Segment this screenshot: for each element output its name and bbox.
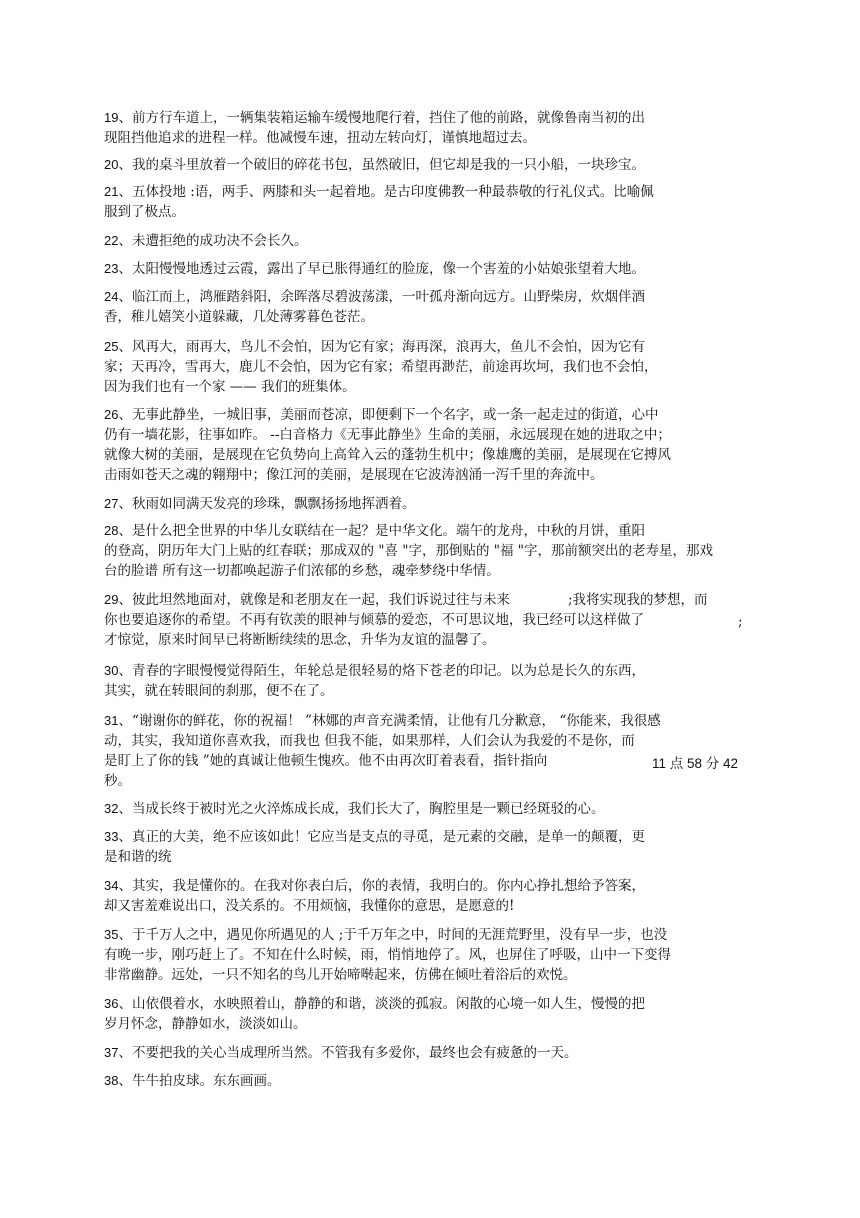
item-number: 30: [104, 663, 119, 678]
list-item-24: [104, 287, 645, 327]
item-text: 服到了极点。: [104, 204, 185, 220]
item-text: 是盯上了你的钱 ”她的真诚让他顿生愧疚。他不由再次盯着表看，指针指向: [104, 753, 548, 769]
item-number: 32: [104, 801, 119, 816]
item-text: 、真正的大美，绝不应该如此！它应当是支点的寻觅，是元素的交融，是单一的颠覆，更: [118, 829, 645, 845]
item-text: 、于千万人之中，遇见你所遇见的人 ;于千万年之中，时间的无涯荒野里，没有早一步，也没: [118, 927, 668, 943]
item-number: 34: [104, 878, 119, 893]
item-text: 、风再大，雨再大，鸟儿不会怕，因为它有家；海再深，浪再大，鱼儿不会怕，因为它有: [118, 339, 645, 355]
list-item-33: [104, 827, 645, 867]
list-item-29: [104, 590, 644, 650]
list-item-21: [104, 182, 654, 222]
item-number: 19: [104, 110, 119, 125]
list-item-37: [104, 1043, 577, 1063]
list-item-31: [104, 711, 661, 791]
item-text: 才惊觉，原来时间早已将断断续续的思念，升华为友谊的温馨了。: [104, 632, 496, 648]
item-text: 香，稚儿嬉笑小道躲藏，几处薄雾暮色苍茫。: [104, 309, 374, 325]
item-text: 却又害羞难说出口，没关系的。不用烦恼，我懂你的意思，是愿意的!: [104, 898, 515, 914]
item-number: 33: [104, 829, 119, 844]
item-text: 、无事此静坐，一城旧事，美丽而苍凉，即便剩下一个名字，或一条一起走过的街道，心中: [118, 407, 659, 423]
item-number: 26: [104, 407, 119, 422]
list-item-38: [104, 1071, 280, 1091]
item-text: 动，其实，我知道你喜欢我，而我也 但我不能，如果那样，人们会认为我爱的不是你，而: [104, 733, 635, 749]
list-item-19: [104, 108, 645, 148]
list-item-25: [104, 337, 658, 397]
item-text: 击雨如苍天之魂的翱翔中；像江河的美丽，是展现在它波涛汹涌一泻千里的奔流中。: [104, 467, 604, 483]
item-text: 你也要追逐你的希望。不再有钦羡的眼神与倾慕的爱恋，不可思议地，我已经可以这样做了: [104, 612, 644, 628]
item-text: 、其实，我是懂你的。在我对你表白后，你的表情，我明白的。你内心挣扎想给予答案，: [118, 878, 645, 894]
item-text: 、临江而上，鸿雁踏斜阳，余晖落尽碧波荡漾，一叶孤舟渐向远方。山野柴房，炊烟伴酒: [118, 289, 645, 305]
item-text: 、未遭拒绝的成功决不会长久。: [118, 233, 308, 249]
item-text: 、是什么把全世界的中华儿女联结在一起？是中华文化。端午的龙舟，中秋的月饼，重阳: [118, 523, 645, 539]
item-number: 25: [104, 339, 119, 354]
list-item-20: [104, 155, 645, 175]
item-number: 35: [104, 927, 119, 942]
item-29-tail: ;我将实现我的梦想，而: [568, 592, 708, 608]
list-item-22: [104, 231, 307, 251]
item-number: 23: [104, 261, 119, 276]
item-text: 仍有一墙花影，往事如昨。 --白音格力《无事此静坐》生命的美丽，永远展现在她的进取之中；: [104, 427, 671, 443]
item-number: 31: [104, 713, 119, 728]
list-item-36: [104, 994, 645, 1034]
item-text: 、山依偎着水，水映照着山，静静的和谐，淡淡的孤寂。闲散的心境一如人生，慢慢的把: [118, 996, 645, 1012]
item-text: 、青春的字眼慢慢觉得陌生，年轮总是很轻易的烙下苍老的印记。以为总是长久的东西，: [118, 663, 645, 679]
item-number: 24: [104, 289, 119, 304]
item-number: 29: [104, 592, 119, 607]
item-text: 、彼此坦然地面对，就像是和老朋友在一起，我们诉说过往与未来: [118, 592, 510, 608]
item-text: 、太阳慢慢地透过云霞，露出了早已胀得通红的脸庞，像一个害羞的小姑娘张望着大地。: [118, 261, 645, 277]
item-text: 、不要把我的关心当成理所当然。不管我有多爱你，最终也会有疲惫的一天。: [118, 1045, 578, 1061]
item-text: 、“谢谢你的鲜花，你的祝福！ ”林娜的声音充满柔情，让他有几分歉意， “你能来，我很感: [118, 713, 661, 729]
item-text: 、当成长终于被时光之火淬炼成长成，我们长大了，胸腔里是一颗已经斑驳的心。: [118, 801, 605, 817]
item-text: 、我的桌斗里放着一个破旧的碎花书包，虽然破旧，但它却是我的一只小船，一块珍宝。: [118, 157, 645, 173]
item-text: 因为我们也有一个家 —— 我们的班集体。: [104, 379, 356, 395]
item-number: 38: [104, 1073, 119, 1088]
list-item-27: [104, 494, 415, 514]
item-29-tail-semicolon: ;: [738, 614, 743, 630]
item-text: 的登高，阴历年大门上贴的红春联；那成双的 "喜 "字，那倒贴的 "福 "字，那前额突出的老寿星，那戏: [104, 543, 714, 559]
item-text: 其实，就在转眼间的刹那，便不在了。: [104, 683, 334, 699]
list-item-26: [104, 405, 671, 485]
item-number: 20: [104, 157, 119, 172]
item-text: 、前方行车道上，一辆集装箱运输车缓慢地爬行着，挡住了他的前路，就像鲁南当初的出: [118, 110, 645, 126]
item-text: 有晚一步，刚巧赶上了。不知在什么时候，雨，悄悄地停了。风，也屏住了呼吸，山中一下变得: [104, 947, 671, 963]
item-text: 、五体投地 :语，两手、两膝和头一起着地。是古印度佛教一种最恭敬的行礼仪式。比喻佩: [118, 184, 654, 200]
item-text: 家；天再冷，雪再大，鹿儿不会怕，因为它有家；希望再渺茫，前途再坎坷，我们也不会怕，: [104, 359, 658, 375]
list-item-23: [104, 259, 645, 279]
item-text: 、牛牛拍皮球。东东画画。: [118, 1073, 281, 1089]
item-text: 秒。: [104, 773, 131, 789]
item-number: 36: [104, 996, 119, 1011]
item-number: 21: [104, 184, 119, 199]
item-number: 22: [104, 233, 119, 248]
item-text: 、秋雨如同满天发亮的珍珠，飘飘扬扬地挥洒着。: [118, 496, 416, 512]
list-item-32: [104, 799, 604, 819]
item-text: 非常幽静。远处，一只不知名的鸟儿开始啼啭起来，仿佛在倾吐着浴后的欢悦。: [104, 967, 577, 983]
item-text: 就像大树的美丽，是展现在它负势向上高耸入云的蓬勃生机中；像雄鹰的美丽，是展现在它搏风: [104, 447, 671, 463]
list-item-34: [104, 876, 645, 916]
item-text: 是和谐的统: [104, 849, 172, 865]
item-number: 27: [104, 496, 119, 511]
list-item-30: [104, 661, 645, 701]
list-item-28: [104, 521, 713, 581]
list-item-35: [104, 925, 671, 985]
item-text: 现阻挡他追求的进程一样。他减慢车速，扭动左转向灯，谨慎地超过去。: [104, 130, 536, 146]
item-number: 28: [104, 523, 119, 538]
item-text: 岁月怀念，静静如水，淡淡如山。: [104, 1016, 307, 1032]
item-number: 37: [104, 1045, 119, 1060]
item-31-time: 11 点 58 分 42: [652, 756, 739, 771]
item-text: 台的脸谱 所有这一切都唤起游子们浓郁的乡愁，魂牵梦绕中华情。: [104, 563, 500, 579]
